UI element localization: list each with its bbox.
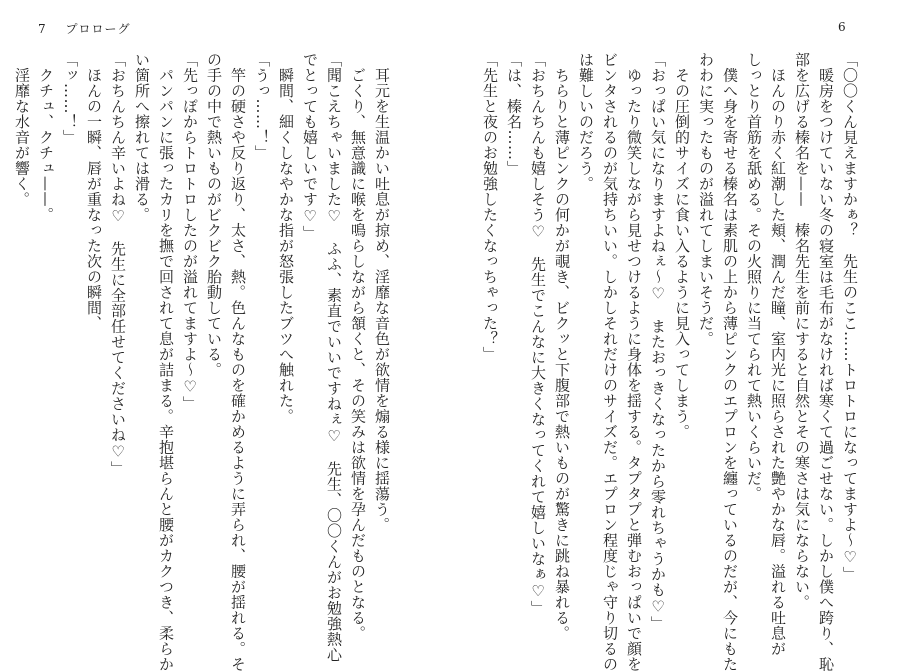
text-line: の手の中で熱いものがビクビク胎動している。 xyxy=(205,52,223,378)
text-line: でとっても嬉しいです♡」 xyxy=(301,52,319,241)
text-line: 暖房をつけていない冬の寝室は毛布がなければ寒くて過ごせない。しかし僕へ跨り、恥 xyxy=(817,52,835,672)
text-line: 「聞こえちゃいました♡ ふふ、素直でいいですねぇ♡ 先生、〇〇くんがお勉強熱心 xyxy=(325,52,343,663)
text-line: その圧倒的サイズに食い入るように見入ってしまう。 xyxy=(673,52,691,440)
text-line: は難しいのだろう。 xyxy=(577,52,595,192)
text-line: ごくり、無意識に喉を鳴らしながら頷くと、その笑みは欲情を孕んだものとなる。 xyxy=(349,52,367,641)
text-line: 淫靡な水音が響く。 xyxy=(13,52,31,207)
text-line: パンパンに張ったカリを撫で回されて息が詰まる。辛抱堪らんと腰がカクつき、柔らか xyxy=(157,52,175,672)
text-line: ビンタされるのが気持ちいい。しかしそれだけのサイズだ。エプロン程度じゃ守り切るの xyxy=(601,52,619,672)
text-line: 「おちんちんも嬉しそう♡ 先生でこんなに大きくなってくれて嬉しいなぁ♡」 xyxy=(529,52,547,616)
running-header-left xyxy=(38,20,130,37)
text-line: 「先生と夜のお勉強したくなっちゃった？」 xyxy=(481,52,499,362)
text-line: 竿の硬さや反り返り、太さ、熱。色んなものを確かめるように弄られ、腰が揺れる。そ xyxy=(229,52,247,672)
text-line: 「ッ……！」 xyxy=(61,52,79,145)
text-line: わわに実ったものが溢れてしまいそうだ。 xyxy=(697,52,715,347)
right-page-text xyxy=(481,52,862,672)
text-line: クチュ、クチュ——。 xyxy=(37,52,55,223)
page-number-right: 6 xyxy=(838,20,847,34)
text-line: 部を広げる榛名を—— 榛名先生を前にすると自然とその寒さは気にならない。 xyxy=(793,52,811,610)
text-line: 「うっ……！」 xyxy=(253,52,271,161)
chapter-title: プロローグ xyxy=(65,22,131,36)
text-line: しっとり首筋を舐める。その火照りに当てられて熱いくらいだ。 xyxy=(745,52,763,502)
text-line: い箇所へ擦れては滑る。 xyxy=(133,52,151,223)
text-line: ほんのり赤く紅潮した頬、潤んだ瞳、室内光に照らされた艶やかな唇。溢れる吐息が xyxy=(769,52,787,657)
text-line: 「おちんちん辛いよね♡ 先生に全部任せてくださいね♡」 xyxy=(109,52,127,477)
left-page-text xyxy=(13,52,394,672)
text-line: ゆったり微笑しながら見せつけるように身体を揺する。タプタプと弾むおっぱいで顔を xyxy=(625,52,643,672)
text-line: 耳元を生温かい吐息が掠め、淫靡な音色が欲情を煽る様に揺蕩う。 xyxy=(373,52,391,533)
text-line: ほんの一瞬、唇が重なった次の瞬間、 xyxy=(85,52,103,331)
page-number-left: 7 xyxy=(38,22,47,36)
running-header-right xyxy=(838,20,847,34)
text-line: 瞬間、細くしなやかな指が怒張したブツへ触れた。 xyxy=(277,52,295,424)
text-line: 「は、榛名……」 xyxy=(505,52,523,176)
text-line: 僕へ身を寄せる榛名は素肌の上から薄ピンクのエプロンを纏っているのだが、今にもた xyxy=(721,52,739,672)
text-line: 「おっぱい気になりますよねぇ〜♡ またおっきくなったから零れちゃうかも♡」 xyxy=(649,52,667,632)
text-line: 「先っぽからトロトロしたのが溢れてますよ〜♡」 xyxy=(181,52,199,412)
text-line: 「〇〇くん見えますかぁ？ 先生のここ……トロトロになってますよ〜♡」 xyxy=(841,52,859,582)
text-line: ちらりと薄ピンクの何かが覗き、ビクッと下腹部で熱いものが驚きに跳ね暴れる。 xyxy=(553,52,571,641)
